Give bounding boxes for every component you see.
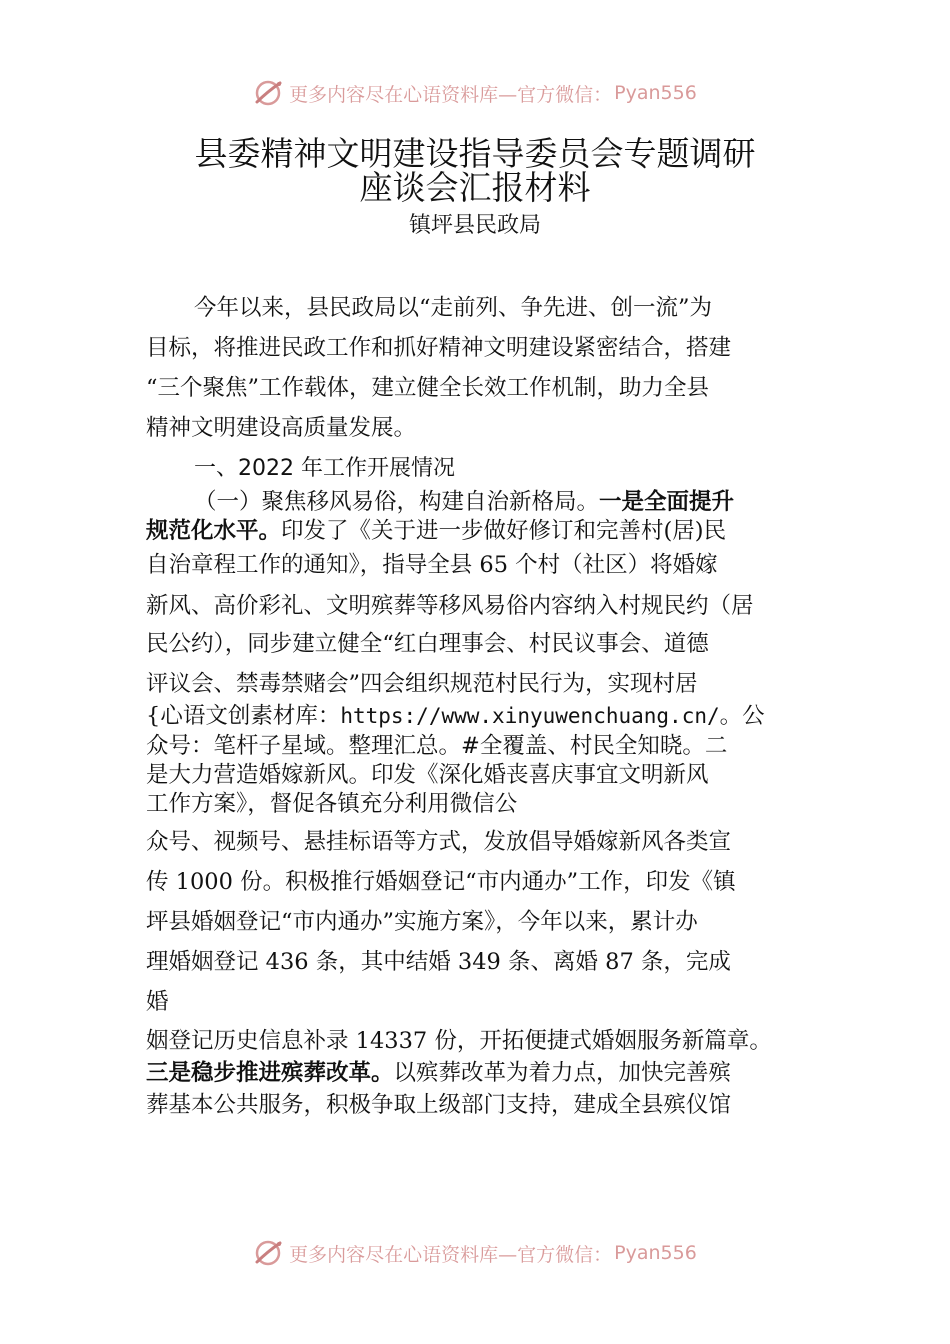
paragraph-2-line-9: 是大力营造婚嫁新风。印发《深化婚丧喜庆事宜文明新风 <box>146 762 709 788</box>
banner-wechat-id: Pyan556 <box>614 1242 697 1264</box>
banner-wechat-id: Pyan556 <box>614 82 697 104</box>
paragraph-4-text: 以殡葬改革为着力点，加快完善殡 <box>393 1060 732 1086</box>
paragraph-2-line-5: 民公约），同步建立健全“红白理事会、村民议事会、道德 <box>146 631 709 657</box>
paragraph-3-line-3: 坪县婚姻登记“市内通办”实施方案》，今年以来，累计办 <box>146 909 698 935</box>
brush-logo-icon <box>253 78 283 108</box>
paragraph-1-line-4: 精神文明建设高质量发展。 <box>146 415 417 441</box>
document-title-line-2: 座谈会汇报材料 <box>359 168 591 207</box>
brush-logo-icon <box>253 1238 283 1268</box>
paragraph-2-line-7 <box>146 698 765 730</box>
promo-tail: 。公 <box>719 703 765 729</box>
paragraph-2-line-10: 工作方案》，督促各镇充分利用微信公 <box>146 791 518 817</box>
paragraph-2-line-4: 新风、高价彩礼、文明殡葬等移风易俗内容纳入村规民约（居 <box>146 593 754 619</box>
paragraph-3-line-4: 理婚姻登记 436 条，其中结婚 349 条、离婚 87 条，完成 <box>146 949 731 975</box>
subsection-heading: （一）聚焦移风易俗，构建自治新格局。 <box>194 489 600 515</box>
paragraph-4-line-3: 葬基本公共服务，积极争取上级部门支持，建成全县殡仪馆 <box>146 1092 732 1118</box>
paragraph-2-line-3: 自治章程工作的通知》，指导全县 65 个村（社区）将婚嫁 <box>146 552 718 578</box>
header-watermark-banner <box>0 78 950 108</box>
bold-lead-1-cont: 规范化水平。 <box>146 518 282 544</box>
banner-text: 更多内容尽在心语资料库—官方微信： <box>289 83 613 106</box>
section-heading-1: 一、2022 年工作开展情况 <box>194 456 455 481</box>
paragraph-2-line-6: 评议会、禁毒禁赌会”四会组织规范村民行为，实现村居 <box>146 671 698 697</box>
paragraph-2-line-8: 众号：笔杆子星域。整理汇总。#全覆盖、村民全知晓。二 <box>146 733 728 759</box>
paragraph-4-line-2 <box>146 1055 731 1087</box>
paragraph-3-line-1: 众号、视频号、悬挂标语等方式，发放倡导婚嫁新风各类宣 <box>146 829 732 855</box>
bold-lead-3: 三是稳步推进殡葬改革。 <box>146 1060 394 1086</box>
paragraph-3-line-2: 传 1000 份。积极推行婚姻登记“市内通办”工作，印发《镇 <box>146 869 736 895</box>
document-author: 镇坪县民政局 <box>408 213 541 238</box>
promo-label: {心语文创素材库： <box>146 703 341 729</box>
paragraph-1-line-3: “三个聚焦”工作载体，建立健全长效工作机制，助力全县 <box>146 375 710 401</box>
banner-text: 更多内容尽在心语资料库—官方微信： <box>289 1243 613 1266</box>
paragraph-4-line-1: 姻登记历史信息补录 14337 份，开拓便捷式婚姻服务新篇章。 <box>146 1028 772 1054</box>
paragraph-2-line-1 <box>194 484 734 516</box>
bold-lead-1: 一是全面提升 <box>599 489 735 515</box>
promo-url: https://www.xinyuwenchuang.cn/ <box>340 704 720 728</box>
paragraph-2-text: 印发了《关于进一步做好修订和完善村(居)民 <box>281 518 727 544</box>
paragraph-1-line-1: 今年以来，县民政局以“走前列、争先进、创一流”为 <box>194 295 713 321</box>
footer-watermark-banner <box>0 1238 950 1268</box>
document-title-line-1: 县委精神文明建设指导委员会专题调研 <box>194 134 756 173</box>
paragraph-3-line-5: 婚 <box>146 989 169 1015</box>
paragraph-1-line-2: 目标，将推进民政工作和抓好精神文明建设紧密结合，搭建 <box>146 335 732 361</box>
paragraph-2-line-2 <box>146 513 726 545</box>
